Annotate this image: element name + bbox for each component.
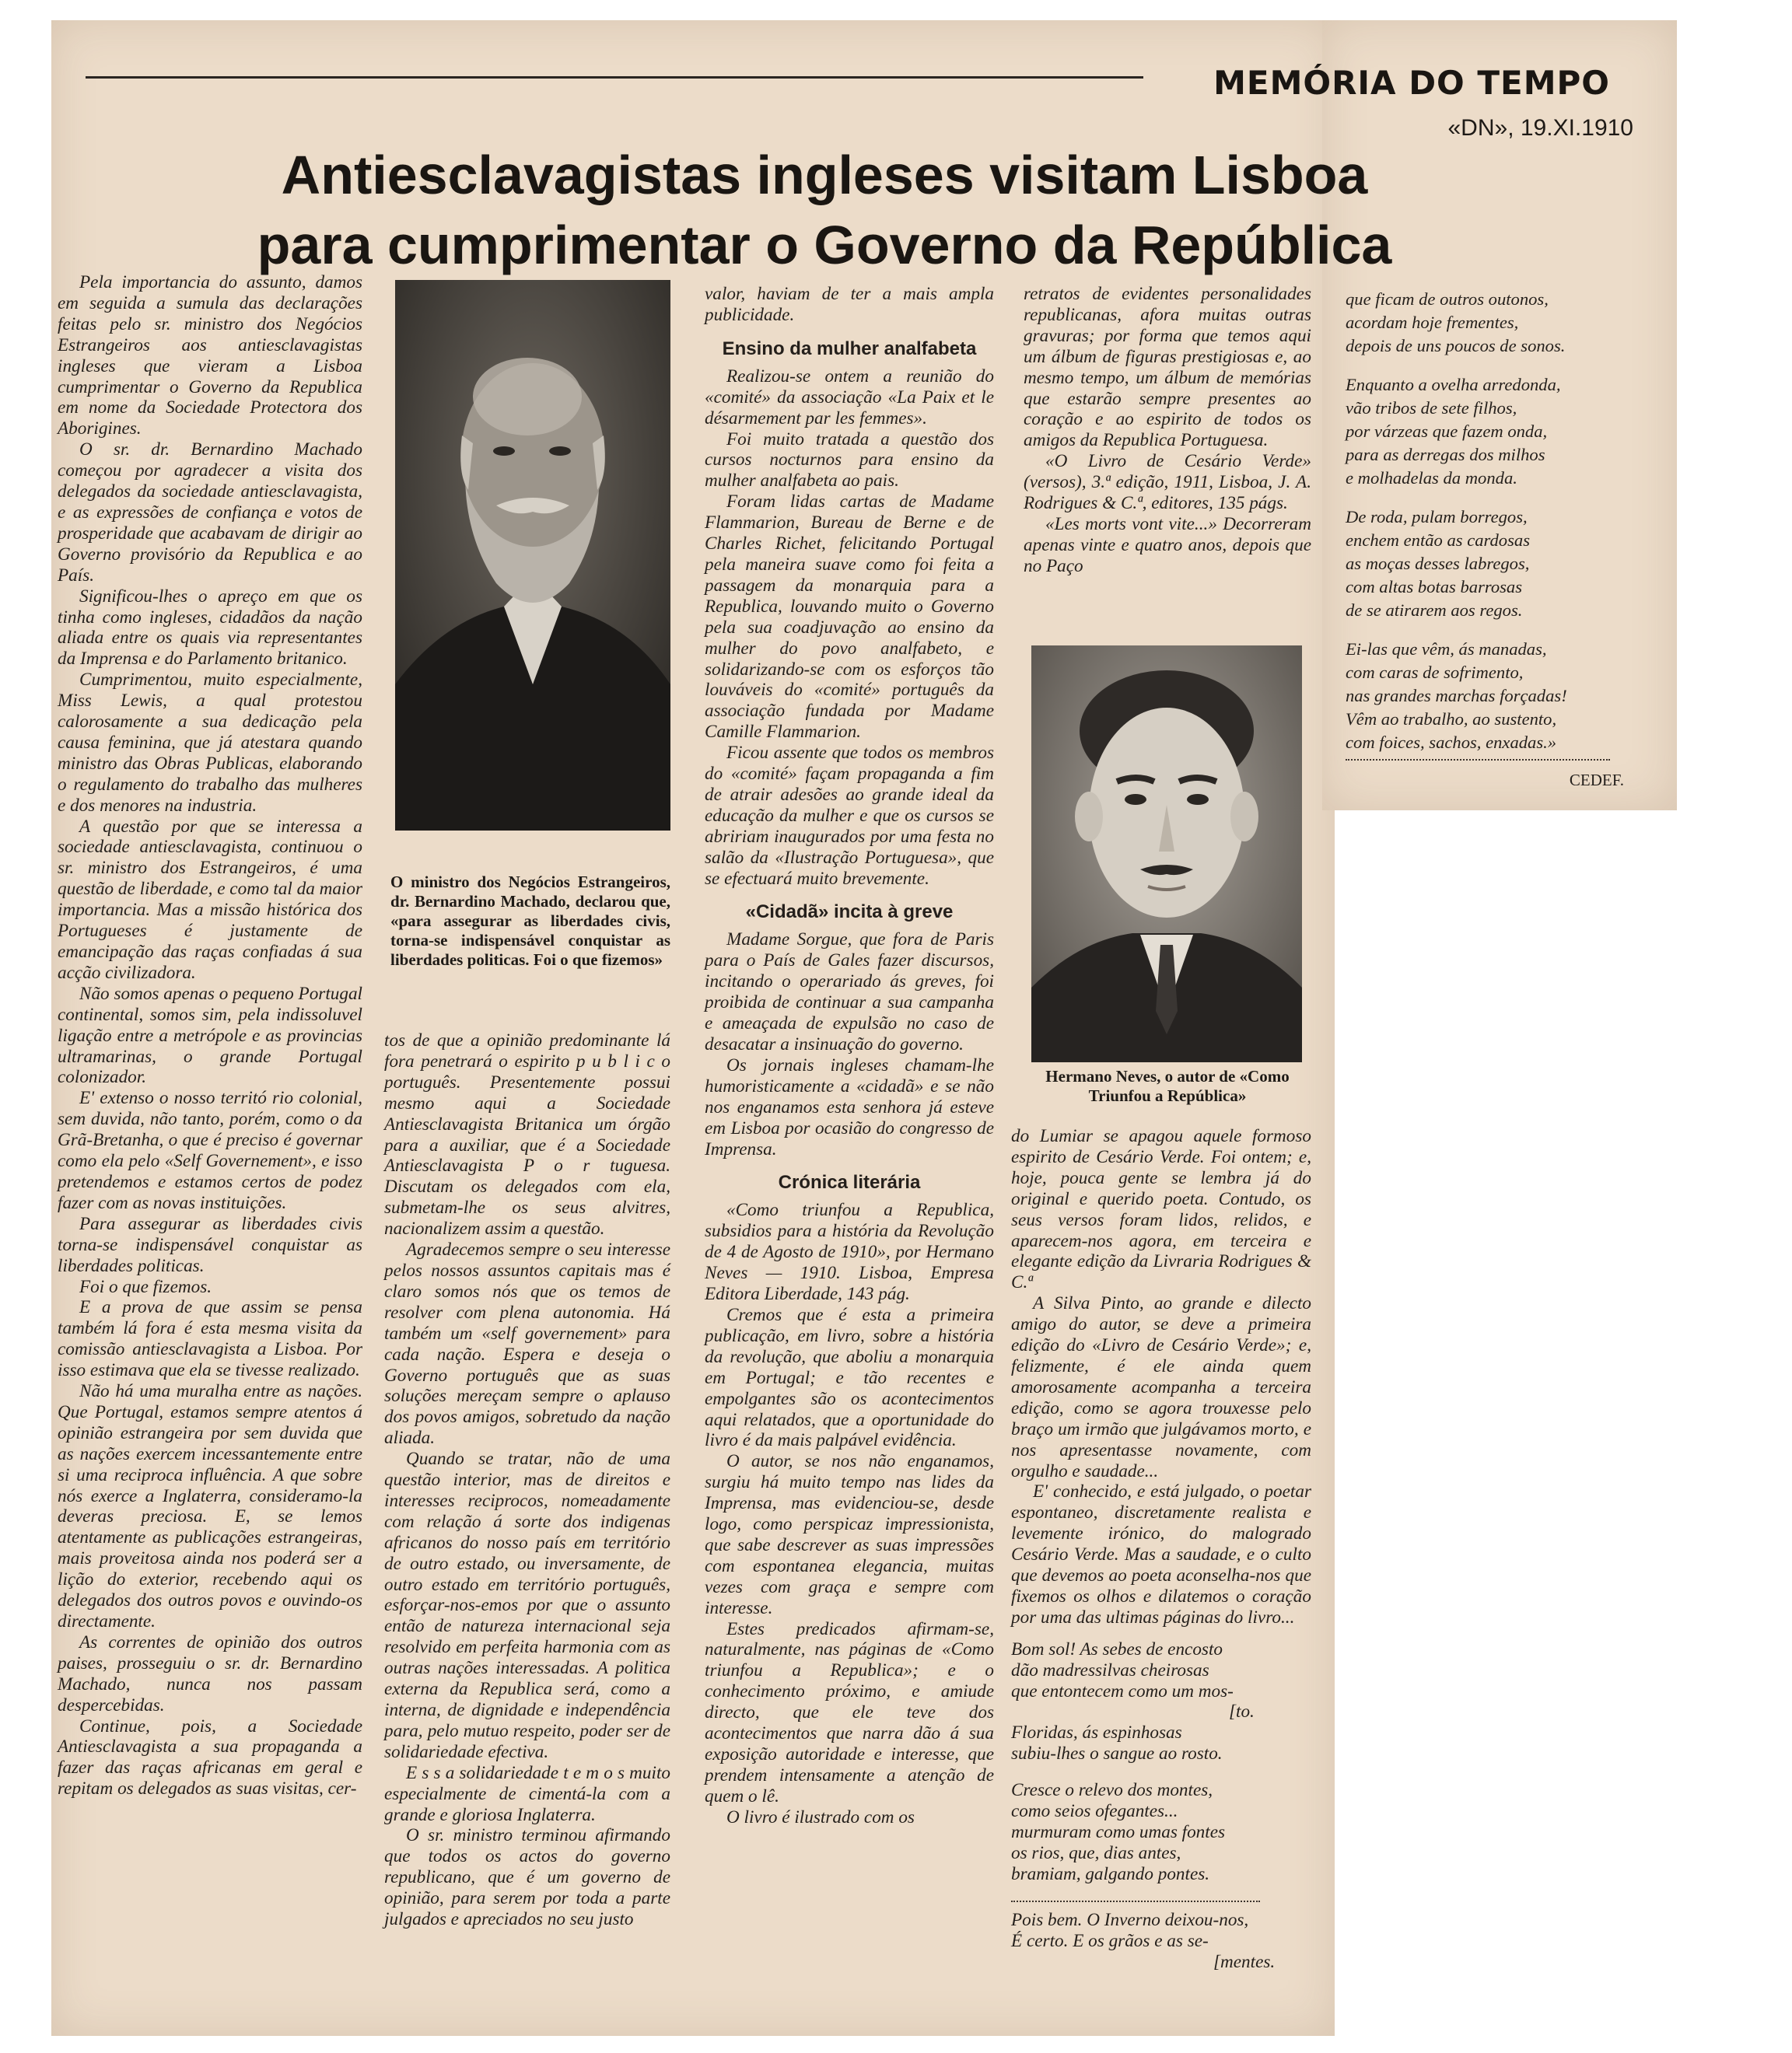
poem-line: dão madressilvas cheirosas <box>1011 1660 1209 1681</box>
caption-hermano-neves: Hermano Neves, o autor de «Como Triunfou a República» <box>1045 1067 1290 1105</box>
poem-line: de se atirarem aos regos. <box>1346 600 1523 620</box>
poem-line: enchem então as cardosas <box>1346 530 1530 550</box>
paragraph: tos de que a opinião predominante lá fora penetrará o espirito p u b l i c o português. Presentemente possui mesmo aqui a Sociedade Antiesclavagista Britanica um órgão para a auxiliar, que é a Sociedade Antiesclavagista P o r tuguesa. Discutam os delegados com ela, submetam-lhe os seus alvitres, nacionalizem assim a questão. <box>384 1030 670 1240</box>
poem-line: Cresce o relevo dos montes, <box>1011 1780 1213 1801</box>
paragraph: O livro é ilustrado com os <box>726 1806 915 1827</box>
paragraph: Não há uma muralha entre as nações. Que Portugal, estamos sempre atentos á opinião estrangeira por sem duvida que as nações exercem incessantemente entre si uma reciproca influência. A que sobre nós exerce a Inglaterra, consideramo-la deveras preciosa. E, se lemos atentamente as publicações estrangeiras, mais proveitosa ainda nos poderá ser a lição do exterior, recebendo aqui os delegados dos outros povos e ouvindo-os directamente. <box>58 1381 362 1632</box>
paragraph: O sr. dr. Bernardino Machado começou por agradecer a visita dos delegados da sociedade antiesclavagista, e as expressões de confiança e votos de prosperidade que acabavam de dirigir ao Governo provisório da Republica e ao País. <box>58 439 362 586</box>
subheading-ensino: Ensino da mulher analfabeta <box>722 338 977 359</box>
poem-line: Floridas, ás espinhosas <box>1011 1722 1182 1743</box>
paragraph: Realizou-se ontem a reunião do «comité» da associação «La Paix et le désarmement par les femmes». <box>705 365 994 428</box>
poem-line: depois de uns poucos de sonos. <box>1346 336 1566 355</box>
paragraph: Madame Sorgue, que fora de Paris para o País de Gales fazer discursos, incitando o operariado ás greves, foi proibida de continuar a sua campanha e ameaçada de expulsão no caso de desacatar a insinuação do governo. <box>705 929 994 1054</box>
paragraph: Foi muito tratada a questão dos cursos nocturnos para ensino da mulher analfabeta ao pais. <box>705 428 994 491</box>
poem-line: [mentes. <box>1213 1951 1276 1972</box>
paragraph: E a prova de que assim se pensa também lá fora é esta mesma visita da comissão antiesclavagista a Lisboa. Por isso estimava que ela se tivesse realizado. <box>58 1297 362 1381</box>
poem-line: para as derregas dos milhos <box>1346 445 1545 464</box>
paragraph: Foi o que fizemos. <box>79 1276 212 1297</box>
paragraph: O autor, se nos não enganamos, surgiu há muito tempo nas lides da Imprensa, mas evidenciou-se, desde logo, como perspicaz impressionista, que sabe descrever as suas impressões com espontanea elegancia, muitas vezes com graça e sempre com interesse. <box>705 1451 994 1618</box>
article-column-3 <box>705 284 994 1828</box>
paragraph: As correntes de opinião dos outros paises, prosseguiu o sr. dr. Bernardino Machado, nunca nos passam despercebidas. <box>58 1632 362 1715</box>
paragraph: Para assegurar as liberdades civis torna-se indispensável conquistar as liberdades politicas. <box>58 1213 362 1276</box>
paragraph: Continue, pois, a Sociedade Antiesclavagista a sua propaganda a fazer das raças africanas em geral e repitam os delegados as suas visitas, cer- <box>58 1715 362 1799</box>
caption-minister: O ministro dos Negócios Estrangeiros, dr. Bernardino Machado, declarou que, «para assegurar as liberdades civis, torna-se indispensável conquistar as liberdades politicas. Foi o que fizemos» <box>390 873 670 969</box>
poem-line: Vêm ao trabalho, ao sustento, <box>1346 709 1557 729</box>
poem-line: É certo. E os grãos e as se- <box>1011 1930 1209 1951</box>
poem-stanza <box>1011 1780 1311 1885</box>
subheading-cidada: «Cidadã» incita à greve <box>745 901 954 923</box>
dotted-separator <box>1011 1901 1260 1902</box>
poem-stanza <box>1011 1639 1311 1764</box>
paragraph: O sr. ministro terminou afirmando que todos os actos do governo republicano, que é um governo de opinião, para serem por toda a parte julgados e apreciados no seu justo <box>384 1825 670 1930</box>
paragraph: «O Livro de Cesário Verde» (versos), 3.ª edição, 1911, Lisboa, J. A. Rodrigues & C.ª, editores, 135 págs. <box>1024 451 1311 514</box>
credit-cedef: CEDEF. <box>1569 771 1624 789</box>
paragraph: Cremos que é esta a primeira publicação, em livro, sobre a história da revolução, que aboliu a monarquia em Portugal; e tão recentes e empolgantes são os acontecimentos aqui relatados, que a oportunidade do livro é da mais palpável evidência. <box>705 1304 994 1451</box>
poem-line: os rios, que, dias antes, <box>1011 1842 1181 1863</box>
header-rule <box>86 76 1143 79</box>
poem-line: nas grandes marchas forçadas! <box>1346 686 1567 705</box>
poem-stanza <box>1346 373 1647 490</box>
poem-line: bramiam, galgando pontes. <box>1011 1863 1210 1884</box>
paragraph: A questão por que se interessa a sociedade antiesclavagista, continuou o sr. ministro dos Estrangeiros, é uma questão de liberdade, e como tal da maior importancia. Mas a missão histórica dos Portugueses é justamente de emancipação das raças confiadas á sua acção civilizadora. <box>58 816 362 983</box>
paragraph: Ficou assente que todos os membros do «comité» façam propaganda a fim de atrair adesões ao grande ideal da educação da mulher e que os cursos se abririam inaugurados por uma festa no salão da «Ilustração Portuguesa», que se efectuará muito brevemente. <box>705 743 994 889</box>
paragraph: E s s a solidariedade t e m o s muito especialmente de cimentá-la com a grande e gloriosa Inglaterra. <box>384 1762 670 1825</box>
poem-line: com caras de sofrimento, <box>1346 663 1524 682</box>
paragraph: «Como triunfou a Republica, subsidios para a história da Revolução de 4 de Agosto de 1910», por Hermano Neves — 1910. Lisboa, Empresa Editora Liberdade, 143 pág. <box>705 1200 994 1305</box>
poem-line: subiu-lhes o sangue ao rosto. <box>1011 1743 1223 1764</box>
paragraph: Foram lidas cartas de Madame Flammarion, Bureau de Berne e de Charles Richet, felicitando Portugal pela maneira suave como foi feita a passagem da monarquia para a Republica, louvando muito o Governo pela sua coadjuvação ao ensino da mulher do povo analfabeto, e solidarizando-se com os esforços tão louváveis do «comité» português da associação fundada por Madame Camille Flammarion. <box>705 491 994 743</box>
paragraph: do Lumiar se apagou aquele formoso espirito de Cesário Verde. Foi ontem; e, hoje, pouca gente se lembra já do original e querido poeta. Contudo, os seus versos foram lidos, relidos, e aparecem-nos agora, em terceira e elegante edição da Livraria Rodrigues & C.ª <box>1011 1126 1311 1293</box>
paragraph: «Les morts vont vite...» Decorreram apenas vinte e quatro anos, depois que no Paço <box>1024 513 1311 576</box>
poem-line: De roda, pulam borregos, <box>1346 507 1528 526</box>
poem-line: e molhadelas da monda. <box>1346 468 1517 488</box>
dateline: «DN», 19.XI.1910 <box>1447 115 1633 141</box>
article-column-5 <box>1346 288 1647 792</box>
paragraph: Estes predicados afirmam-se, naturalmente, nas páginas de «Como triunfou a Republica»; e o conhecimento próximo, e amiude directo, que ele teve dos acontecimentos que narra dão á sua exposição autoridade e interesse, que prendem intensamente a atenção de quem o lê. <box>705 1618 994 1806</box>
paragraph: Os jornais ingleses chamam-lhe humoristicamente a «cidadã» e se não nos enganamos esta senhora já esteve em Lisboa por ocasião do congresso de Imprensa. <box>705 1054 994 1159</box>
paragraph: Não somos apenas o pequeno Portugal continental, somos sim, pela indissoluvel ligação entre a metrópole e as provincias ultramarinas, o grande Portugal colonizador. <box>58 983 362 1088</box>
section-title: MEMÓRIA DO TEMPO <box>1213 64 1610 102</box>
poem-line: Ei-las que vêm, ás manadas, <box>1346 639 1547 659</box>
paragraph: Significou-lhes o apreço em que os tinha como ingleses, cidadãos da nação aliada entre os quais via representantes da Imprensa e do Parlamento britanico. <box>58 586 362 670</box>
paragraph: E' extenso o nosso territó rio colonial, sem duvida, não tanto, porém, como o da Grã-Bretanha, o que é preciso é governar como ela pelo «Self Governement», e isso pretendemos e estamos certos de podez fazer com as novas instituições. <box>58 1088 362 1213</box>
paragraph: E' conhecido, e está julgado, o poetar espontaneo, discretamente realista e levemente irónico, do malogrado Cesário Verde. Mas a saudade, e o culto que devemos ao poeta aconselha-nos que fixemos os olhos e dilatemos o coração por uma das ultimas páginas do livro... <box>1011 1481 1311 1628</box>
paragraph: Pela importancia do assunto, damos em seguida a sumula das declarações feitas pelo sr. ministro dos Negócios Estrangeiros aos antiesclavagistas ingleses que vieram a Lisboa cumprimentar o Governo da Republica em nome da Sociedade Protectora dos Aborigines. <box>58 272 362 439</box>
poem-stanza <box>1011 1910 1311 1973</box>
poem-stanza <box>1346 505 1647 622</box>
poem-line: que ficam de outros outonos, <box>1346 289 1549 309</box>
portrait-photo-hermano-neves <box>1031 645 1302 1062</box>
poem-line: que entontecem como um mos- <box>1011 1681 1234 1702</box>
poem-line: com altas botas barrosas <box>1346 577 1523 596</box>
paragraph: Cumprimentou, muito especialmente, Miss Lewis, a qual protestou calorosamente a sua dedicação pela causa feminina, que já atestara quando ministro das Obras Publicas, elaborando o regulamento do trabalho das mulheres e dos menores na industria. <box>58 670 362 816</box>
poem-line: Pois bem. O Inverno deixou-nos, <box>1011 1909 1249 1930</box>
poem-line: como seios ofegantes... <box>1011 1801 1178 1822</box>
portrait-image <box>1031 645 1302 1062</box>
poem-line: Bom sol! As sebes de encosto <box>1011 1639 1223 1660</box>
paragraph: Agradecemos sempre o seu interesse pelos nossos assuntos capitais mas é claro somos nós que os temos de resolver com plena autonomia. Há também um «self governement» para cada nação. Espera e deseja o Governo português que as suas soluções mereçam sempre o aplauso dos povos amigos, sobretudo da nação aliada. <box>384 1240 670 1449</box>
portrait-image <box>395 280 670 831</box>
paragraph: valor, haviam de ter a mais ampla publicidade. <box>705 284 994 325</box>
poem-line: com foices, sachos, enxadas.» <box>1346 733 1557 752</box>
paragraph: Quando se tratar, não de uma questão interior, mas de direitos e interesses reciprocos, nomeadamente com relação á sorte dos indigenas africanos do nosso país em território de outro estado, ou inversamente, de outro estado em território português, esforçar-nos-emos por que o assunto então de natureza internacional seja resolvido em perfeita harmonia com as outras nações interessadas. A politica externa da Republica será, como a interna, de dignidade e independência para, pelo mutuo respeito, poder ser de solidariedade efectiva. <box>384 1449 670 1762</box>
poem-line: Enquanto a ovelha arredonda, <box>1346 375 1561 394</box>
poem-line: as moças desses labregos, <box>1346 554 1530 573</box>
poem-stanza <box>1346 638 1647 754</box>
article-column-4-top <box>1024 284 1311 577</box>
poem-line: [to. <box>1229 1702 1255 1722</box>
poem-line: murmuram como umas fontes <box>1011 1822 1226 1842</box>
headline-line-2: para cumprimentar o Governo da República <box>257 215 1392 275</box>
headline-line-1: Antiesclavagistas ingleses visitam Lisboa <box>281 145 1368 205</box>
article-column-4-bottom <box>1011 1126 1311 1988</box>
paragraph: retratos de evidentes personalidades republicanas, afora muitas outras gravuras; por forma que temos aqui um álbum de figuras prestigiosas e, ao mesmo tempo, um álbum de memórias que estarão sempre presentes ao coração e ao espirito de todos os amigos da Republica Portuguesa. <box>1024 284 1311 451</box>
portrait-photo-minister <box>395 280 670 831</box>
article-column-1 <box>58 272 362 1799</box>
poem-line: vão tribos de sete filhos, <box>1346 398 1517 418</box>
poem-stanza <box>1346 288 1647 358</box>
article-column-2 <box>384 1030 670 1930</box>
poem-line: acordam hoje frementes, <box>1346 313 1519 332</box>
poem-line: por várzeas que fazem onda, <box>1346 421 1548 441</box>
subheading-cronica: Crónica literária <box>778 1172 921 1194</box>
dotted-separator <box>1346 759 1610 761</box>
paragraph: A Silva Pinto, ao grande e dilecto amigo do autor, se deve a primeira edição do «Livro de Cesário Verde»; e, felizmente, é ele ainda quem amorosamente acompanha a terceira edição, como se agora trouxesse pelo braço um irmão que julgávamos morto, e nos apresentasse novamente, com orgulho e saudade... <box>1011 1293 1311 1481</box>
